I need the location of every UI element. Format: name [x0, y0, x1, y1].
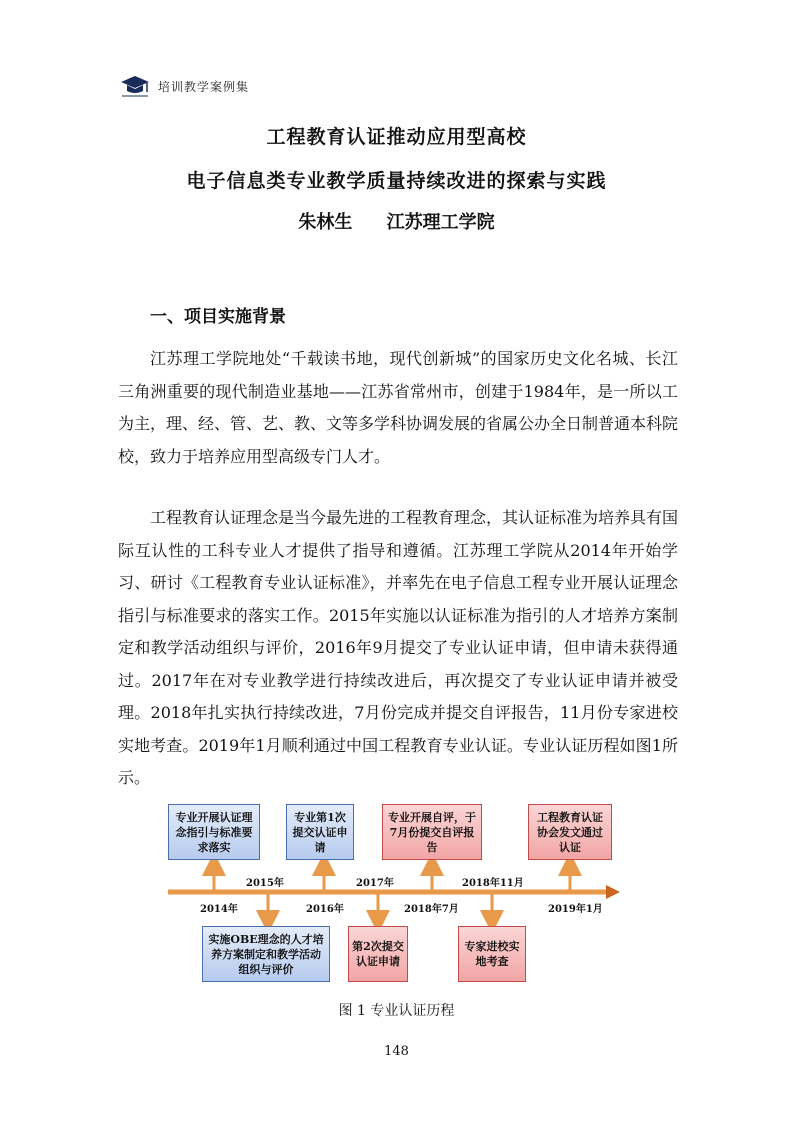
author-affiliation: 江苏理工学院 — [386, 212, 495, 233]
figure-caption: 图 1 专业认证历程 — [338, 1003, 455, 1019]
milestone-box: 专业第1次提交认证申请 — [286, 804, 354, 860]
milestone-box: 工程教育认证协会发文通过认证 — [528, 804, 612, 860]
header-label: 培训教学案例集 — [158, 79, 250, 94]
year-label: 2019年1月 — [548, 904, 603, 915]
milestone-box: 专业开展认证理念指引与标准要求落实 — [168, 804, 260, 860]
milestone-box: 专业开展自评，于7月份提交自评报告 — [382, 804, 482, 860]
page-number: 148 — [384, 1044, 409, 1059]
title-line-1: 工程教育认证推动应用型高校 — [266, 126, 527, 148]
timeline-figure — [162, 802, 622, 987]
running-header — [120, 74, 249, 98]
year-label: 2014年 — [200, 904, 238, 915]
milestone-box: 第2次提交认证申请 — [348, 926, 408, 982]
graduation-cap-icon — [120, 74, 150, 98]
year-label: 2018年7月 — [404, 904, 459, 915]
title-line-2: 电子信息类专业教学质量持续改进的探索与实践 — [186, 170, 607, 192]
paragraph-text: 工程教育认证理念是当今最先进的工程教育理念，其认证标准为培养具有国际互认性的工科专业人才提供了指导和遵循。江苏理工学院从2014年开始学习、研讨《工程教育专业认证标准》，并率先在电子信息工程专业开展认证理念指引与标准要求的落实工作。2015年实施以认证标准为指引的人才培养方案制定和教学活动组织与评价，2016年9月提交了专业认证申请，但申请未获得通过。2017年在对专业教学进行持续改进后，再次提交了专业认证申请并被受理。2018年扎实执行持续改进，7月份完成并提交自评报告，11月份专家进校实地考查。2019年1月顺利通过中国工程教育专业认证。专业认证历程如图1所示。 — [118, 508, 679, 787]
year-label: 2017年 — [356, 878, 394, 889]
paragraph-text: 江苏理工学院地处“千载读书地，现代创新城”的国家历史文化名城、长江三角洲重要的现代制造业基地——江苏省常州市，创建于1984年，是一所以工为主，理、经、管、艺、教、文等多学科协调发展的省属公办全日制普通本科院校，致力于培养应用型高级专门人才。 — [118, 349, 679, 466]
byline — [0, 208, 793, 234]
paragraph-1 — [118, 343, 678, 473]
milestone-box: 实施OBE理念的人才培养方案制定和教学活动组织与评价 — [202, 926, 330, 982]
paragraph-2 — [118, 502, 678, 795]
year-label: 2015年 — [246, 878, 284, 889]
timeline-arrowhead — [606, 885, 620, 899]
section-heading: 一、项目实施背景 — [150, 307, 286, 327]
year-label: 2016年 — [306, 904, 344, 915]
year-label: 2018年11月 — [462, 878, 524, 889]
milestone-box: 专家进校实地考查 — [458, 926, 526, 982]
author-name: 朱林生 — [298, 212, 353, 233]
